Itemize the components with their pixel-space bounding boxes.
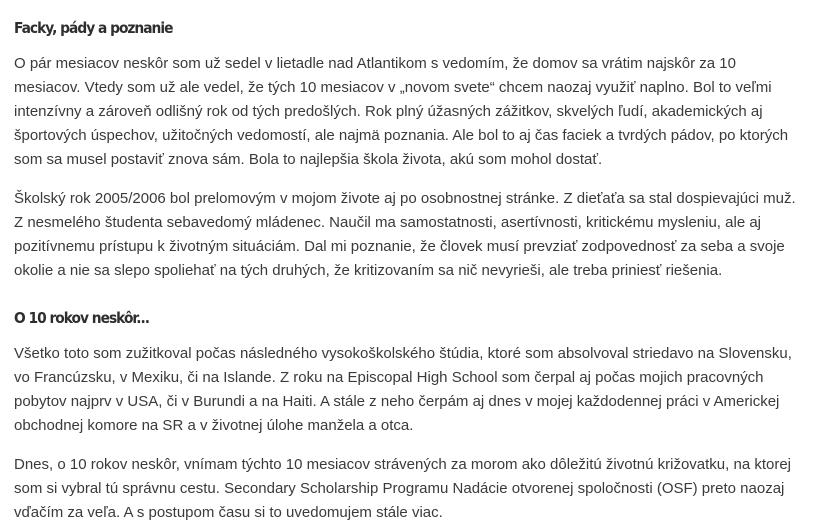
section-heading: Facky, pády a poznanie: [14, 19, 173, 37]
section-heading: O 10 rokov neskôr...: [14, 309, 149, 327]
paragraph: [14, 187, 804, 283]
paragraph-line: O pár mesiacov neskôr som už sedel v lietadle nad Atlantikom s vedomím, že domov sa vrátim najskôr za 10: [14, 55, 736, 72]
paragraph-line: mesiacov. Vtedy som už ale vedel, že tých 10 mesiacov v „novom svete“ chcem naozaj využiť naplno. Bol to veľmi: [14, 79, 772, 96]
paragraph-line: Dnes, o 10 rokov neskôr, vnímam týchto 10 mesiacov strávených za morom ako dôležitú životnú križovatku, na ktorej: [14, 456, 792, 473]
paragraph-line: Z nesmelého študenta sebavedomý mládenec. Naučil ma samostatnosti, asertívnosti, kritickému mysleniu, ale aj: [14, 214, 762, 231]
paragraph: [14, 52, 804, 172]
paragraph: [14, 453, 804, 525]
paragraph-line: som sa musel postaviť znova sám. Bola to najlepšia škola života, akú som mohol dostať.: [14, 151, 603, 168]
paragraph-line: som si vybral tú správnu cestu. Secondary Scholarship Programu Nadácie otvorenej spoločnosti (OSF) preto naozaj: [14, 480, 785, 497]
paragraph: [14, 342, 804, 438]
paragraph-line: intenzívny a zároveň odlišný rok od tých predošlých. Rok plný úžasných zážitkov, skvelých ľudí, akademických aj: [14, 103, 763, 120]
paragraph-line: Všetko toto som zužitkoval počas následného vysokoškolského štúdia, ktoré som absolvoval striedavo na Slovensku,: [14, 345, 792, 362]
paragraph-line: pobytov najprv v USA, či v Burundi a na Haiti. A stále z neho čerpám aj dnes v mojej každodennej práci v Americkej: [14, 393, 780, 410]
paragraph-line: okolie a nie sa slepo spoliehať na tých druhých, že kritizovaním sa nič nevyrieši, ale treba priniesť riešenia.: [14, 262, 723, 279]
paragraph-line: športových úspechov, užitočných vedomostí, ale najmä poznania. Ale bol to aj čas faciek a tvrdých pádov, po ktorých: [14, 127, 789, 144]
paragraph-line: obchodnej komore na SR a v životnej úlohe manžela a otca.: [14, 417, 414, 434]
paragraph-line: pozitívnemu prístupu k životným situáciám. Dal mi poznanie, že človek musí prevziať zodpovednosť za seba a svoje: [14, 238, 785, 255]
paragraph-line: vo Francúzsku, v Mexiku, či na Islande. Z roku na Episcopal High School som čerpal aj počas mojich pracovných: [14, 369, 764, 386]
paragraph-line: vďačím za veľa. A s postupom času si to uvedomujem stále viac.: [14, 504, 443, 521]
paragraph-line: Školský rok 2005/2006 bol prelomovým v mojom živote aj po osobnostnej stránke. Z dieťaťa sa stal dospievajúci muž.: [14, 190, 796, 207]
